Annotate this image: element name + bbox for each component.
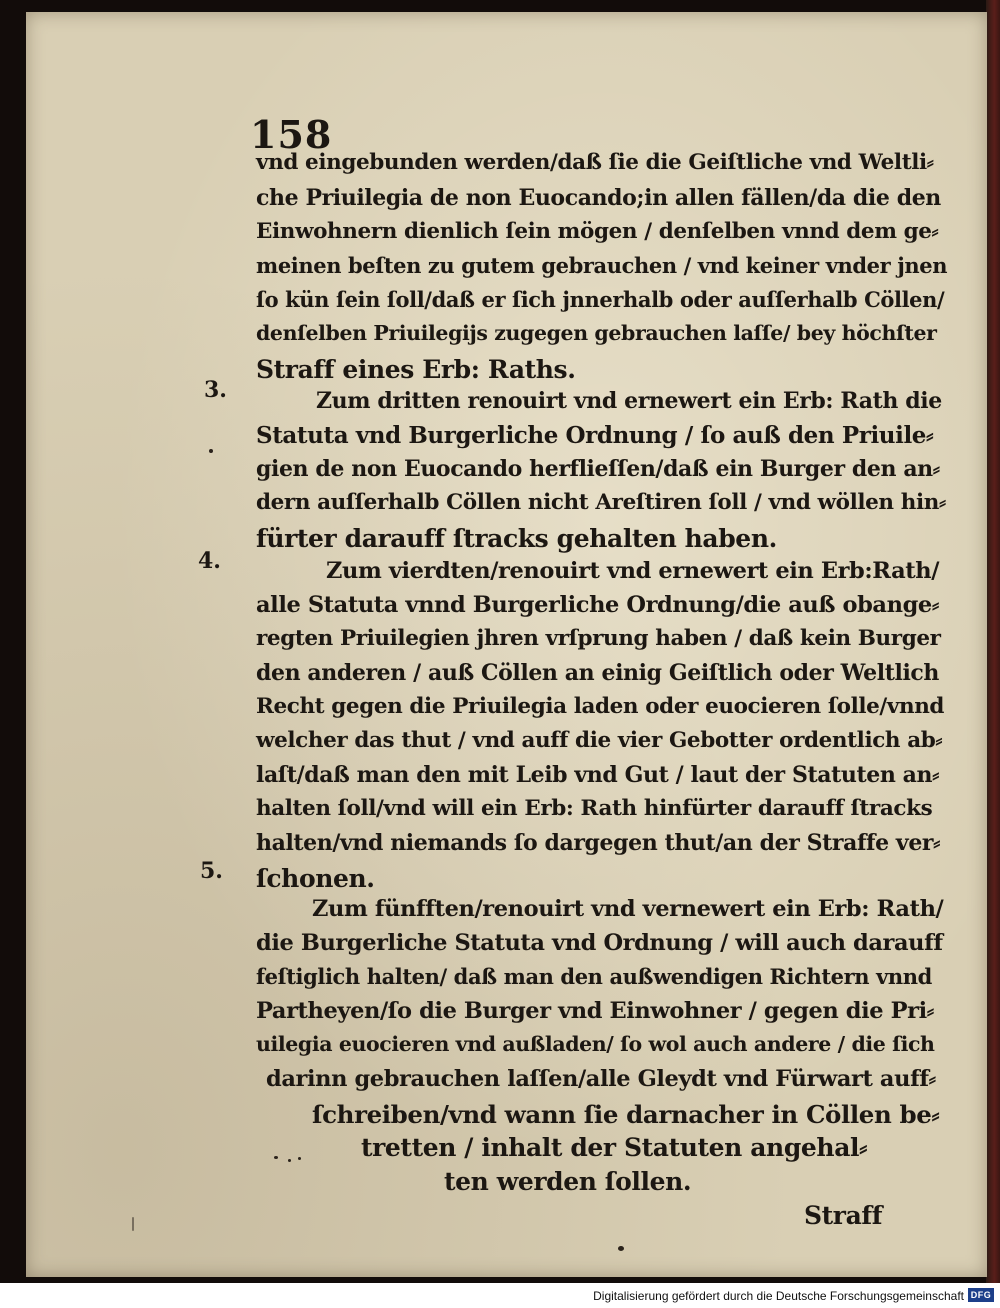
text-line: vnd eingebunden werden/daß ſie die Geiſtliche vnd Weltli⸗	[256, 150, 934, 175]
text-line: dern auſſerhalb Cöllen nicht Areſtiren ſoll / vnd wöllen hin⸗	[256, 490, 946, 515]
dfg-logo: DFG	[968, 1288, 994, 1302]
text-line: denſelben Priuilegijs zugegen gebrauchen laſſe/ bey höchſter	[256, 321, 937, 345]
margin-number-5: 5.	[200, 858, 223, 884]
text-line: Partheyen/ſo die Burger vnd Einwohner / gegen die Pri⸗	[256, 998, 934, 1024]
text-line: regten Priuilegien jhren vrſprung haben / daß kein Burger	[256, 626, 941, 651]
text-line: ſo kün ſein ſoll/daß er ſich jnnerhalb oder auſſerhalb Cöllen/	[256, 287, 945, 312]
text-line: Statuta vnd Burgerliche Ordnung / ſo auß den Priuile⸗	[256, 422, 934, 449]
ink-speck	[274, 1156, 278, 1159]
page-number: 158	[250, 112, 333, 157]
margin-number-3: 3.	[204, 377, 227, 403]
ink-speck	[298, 1157, 301, 1160]
text-line: halten/vnd niemands ſo dargegen thut/an der Straffe ver⸗	[256, 830, 941, 856]
book-edge	[986, 0, 1000, 1283]
text-line: uilegia euocieren vnd außladen/ ſo wol auch andere / die ſich	[256, 1032, 935, 1056]
text-line: Recht gegen die Priuilegia laden oder euocieren ſolle/vnnd	[256, 694, 945, 719]
text-line: ten werden ſollen.	[444, 1167, 692, 1196]
text-line: welcher das thut / vnd auff die vier Gebotter ordentlich ab⸗	[256, 728, 943, 753]
funding-credit: Digitalisierung gefördert durch die Deutsche Forschungsgemeinschaft	[593, 1289, 964, 1303]
text-line: den anderen / auß Cöllen an einig Geiſtlich oder Weltlich	[256, 660, 940, 686]
text-line: laſt/daß man den mit Leib vnd Gut / laut der Statuten an⸗	[256, 762, 940, 788]
book-page	[26, 12, 987, 1277]
ink-speck	[209, 449, 213, 453]
text-line: Zum fünfften/renouirt vnd vernewert ein Erb: Rath/	[312, 896, 944, 922]
catchword: Straff	[804, 1201, 883, 1230]
ink-speck	[132, 1217, 134, 1231]
text-line: feſtiglich halten/ daß man den außwendigen Richtern vnnd	[256, 964, 932, 989]
ink-speck	[618, 1246, 624, 1251]
text-line: meinen beſten zu gutem gebrauchen / vnd keiner vnder jnen	[256, 253, 948, 278]
digitization-footer	[0, 1283, 1000, 1308]
text-line: ſchonen.	[256, 864, 375, 893]
text-line: gien de non Euocando herflieſſen/daß ein Burger den an⸗	[256, 456, 940, 482]
margin-number-4: 4.	[198, 548, 221, 574]
text-line: fürter darauff ſtracks gehalten haben.	[256, 524, 777, 553]
text-line: alle Statuta vnnd Burgerliche Ordnung/die auß obange⸗	[256, 592, 939, 618]
text-line: darinn gebrauchen laſſen/alle Gleydt vnd Fürwart auff⸗	[266, 1066, 936, 1092]
text-line: Einwohnern dienlich ſein mögen / denſelben vnnd dem ge⸗	[256, 219, 939, 244]
text-line: halten ſoll/vnd will ein Erb: Rath hinfürter darauff ſtracks	[256, 796, 933, 821]
text-line: Zum vierdten/renouirt vnd ernewert ein Erb:Rath/	[326, 558, 940, 584]
text-line: Straff eines Erb: Raths.	[256, 355, 576, 384]
ink-speck	[288, 1159, 291, 1162]
text-line: ſchreiben/vnd wann ſie darnacher in Cöllen be⸗	[312, 1100, 940, 1129]
text-line: tretten / inhalt der Statuten angehal⸗	[361, 1133, 868, 1162]
text-line: che Priuilegia de non Euocando;in allen fällen/da die den	[256, 185, 941, 211]
text-line: die Burgerliche Statuta vnd Ordnung / will auch darauff	[256, 930, 943, 956]
text-line: Zum dritten renouirt vnd ernewert ein Erb: Rath die	[316, 388, 942, 414]
